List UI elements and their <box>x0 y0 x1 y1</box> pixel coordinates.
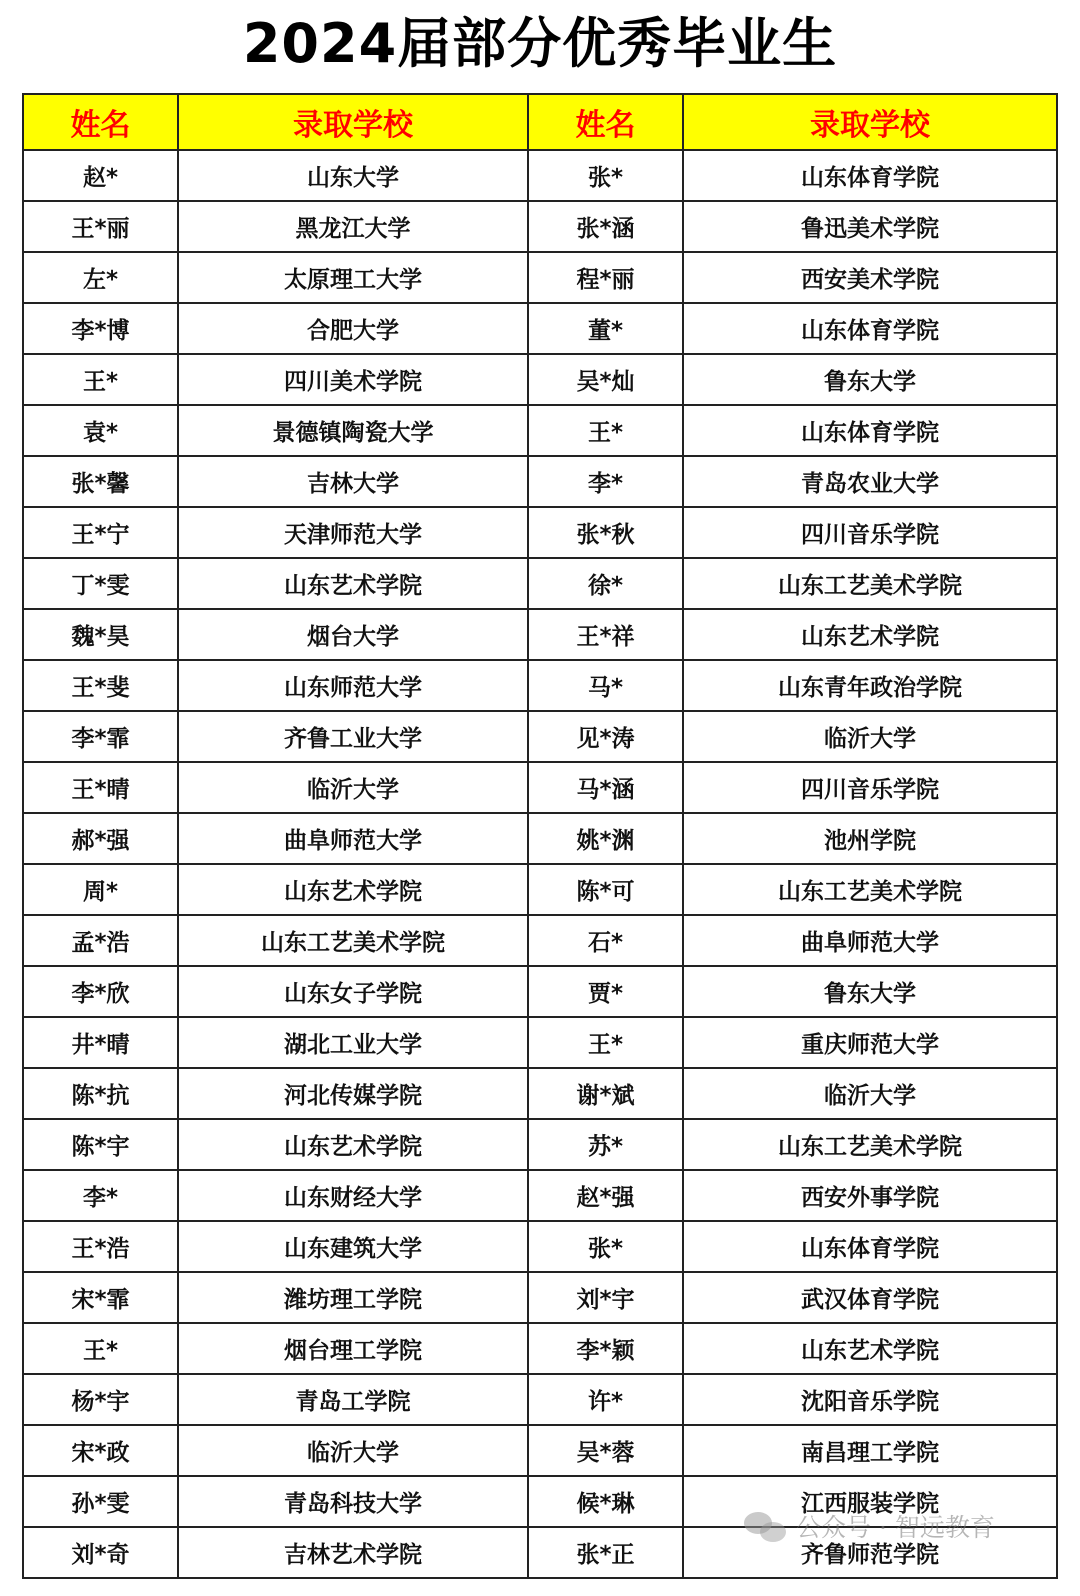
student-name-cell: 姚*渊 <box>528 813 683 864</box>
admitted-school-cell: 齐鲁工业大学 <box>178 711 528 762</box>
student-name-cell: 徐* <box>528 558 683 609</box>
table-row <box>23 915 1057 966</box>
student-name-cell: 杨*宇 <box>23 1374 178 1425</box>
table-body <box>23 150 1057 1578</box>
student-name-cell: 李*欣 <box>23 966 178 1017</box>
student-name-cell: 吴*灿 <box>528 354 683 405</box>
header-school-2: 录取学校 <box>683 94 1057 150</box>
table-row <box>23 1374 1057 1425</box>
student-name-cell: 董* <box>528 303 683 354</box>
student-name-cell: 王* <box>528 405 683 456</box>
admitted-school-cell: 山东艺术学院 <box>683 1323 1057 1374</box>
student-name-cell: 李*博 <box>23 303 178 354</box>
admitted-school-cell: 四川音乐学院 <box>683 762 1057 813</box>
student-name-cell: 见*涛 <box>528 711 683 762</box>
admitted-school-cell: 山东财经大学 <box>178 1170 528 1221</box>
admitted-school-cell: 湖北工业大学 <box>178 1017 528 1068</box>
table-row <box>23 354 1057 405</box>
admitted-school-cell: 临沂大学 <box>178 762 528 813</box>
table-row <box>23 966 1057 1017</box>
student-name-cell: 王*浩 <box>23 1221 178 1272</box>
admitted-school-cell: 山东工艺美术学院 <box>178 915 528 966</box>
student-name-cell: 候*琳 <box>528 1476 683 1527</box>
admitted-school-cell: 池州学院 <box>683 813 1057 864</box>
student-name-cell: 王*祥 <box>528 609 683 660</box>
student-name-cell: 赵*强 <box>528 1170 683 1221</box>
admitted-school-cell: 西安外事学院 <box>683 1170 1057 1221</box>
student-name-cell: 宋*霏 <box>23 1272 178 1323</box>
student-name-cell: 吴*蓉 <box>528 1425 683 1476</box>
admitted-school-cell: 临沂大学 <box>683 711 1057 762</box>
admitted-school-cell: 山东工艺美术学院 <box>683 864 1057 915</box>
table-row <box>23 813 1057 864</box>
table-row <box>23 1170 1057 1221</box>
admitted-school-cell: 山东艺术学院 <box>683 609 1057 660</box>
admitted-school-cell: 南昌理工学院 <box>683 1425 1057 1476</box>
admitted-school-cell: 曲阜师范大学 <box>683 915 1057 966</box>
table-header-row <box>23 94 1057 150</box>
table-row <box>23 660 1057 711</box>
student-name-cell: 魏*昊 <box>23 609 178 660</box>
table-row <box>23 1425 1057 1476</box>
admitted-school-cell: 青岛科技大学 <box>178 1476 528 1527</box>
table-row <box>23 405 1057 456</box>
student-name-cell: 刘*宇 <box>528 1272 683 1323</box>
graduates-table <box>22 93 1058 1579</box>
student-name-cell: 李* <box>23 1170 178 1221</box>
admitted-school-cell: 烟台理工学院 <box>178 1323 528 1374</box>
table-row <box>23 1017 1057 1068</box>
student-name-cell: 张*涵 <box>528 201 683 252</box>
admitted-school-cell: 吉林大学 <box>178 456 528 507</box>
student-name-cell: 张*馨 <box>23 456 178 507</box>
admitted-school-cell: 景德镇陶瓷大学 <box>178 405 528 456</box>
admitted-school-cell: 西安美术学院 <box>683 252 1057 303</box>
student-name-cell: 陈*抗 <box>23 1068 178 1119</box>
student-name-cell: 张*正 <box>528 1527 683 1578</box>
admitted-school-cell: 青岛农业大学 <box>683 456 1057 507</box>
student-name-cell: 宋*政 <box>23 1425 178 1476</box>
admitted-school-cell: 山东艺术学院 <box>178 1119 528 1170</box>
admitted-school-cell: 山东青年政治学院 <box>683 660 1057 711</box>
table-row <box>23 456 1057 507</box>
student-name-cell: 张* <box>528 150 683 201</box>
admitted-school-cell: 烟台大学 <box>178 609 528 660</box>
student-name-cell: 陈*可 <box>528 864 683 915</box>
table-row <box>23 303 1057 354</box>
student-name-cell: 孟*浩 <box>23 915 178 966</box>
table-row <box>23 507 1057 558</box>
student-name-cell: 李*霏 <box>23 711 178 762</box>
student-name-cell: 张*秋 <box>528 507 683 558</box>
admitted-school-cell: 四川音乐学院 <box>683 507 1057 558</box>
student-name-cell: 李*颖 <box>528 1323 683 1374</box>
admitted-school-cell: 四川美术学院 <box>178 354 528 405</box>
table-row <box>23 1476 1057 1527</box>
header-school-1: 录取学校 <box>178 94 528 150</box>
table-row <box>23 1221 1057 1272</box>
admitted-school-cell: 天津师范大学 <box>178 507 528 558</box>
admitted-school-cell: 齐鲁师范学院 <box>683 1527 1057 1578</box>
table-row <box>23 1119 1057 1170</box>
student-name-cell: 王*宁 <box>23 507 178 558</box>
admitted-school-cell: 山东体育学院 <box>683 405 1057 456</box>
table-row <box>23 150 1057 201</box>
admitted-school-cell: 太原理工大学 <box>178 252 528 303</box>
admitted-school-cell: 曲阜师范大学 <box>178 813 528 864</box>
student-name-cell: 陈*宇 <box>23 1119 178 1170</box>
student-name-cell: 王* <box>528 1017 683 1068</box>
student-name-cell: 马*涵 <box>528 762 683 813</box>
admitted-school-cell: 鲁东大学 <box>683 354 1057 405</box>
admitted-school-cell: 山东体育学院 <box>683 303 1057 354</box>
student-name-cell: 王* <box>23 354 178 405</box>
table-row <box>23 1272 1057 1323</box>
student-name-cell: 王*丽 <box>23 201 178 252</box>
student-name-cell: 王*斐 <box>23 660 178 711</box>
table-row <box>23 711 1057 762</box>
student-name-cell: 马* <box>528 660 683 711</box>
student-name-cell: 李* <box>528 456 683 507</box>
admitted-school-cell: 山东工艺美术学院 <box>683 558 1057 609</box>
admitted-school-cell: 黑龙江大学 <box>178 201 528 252</box>
admitted-school-cell: 鲁东大学 <box>683 966 1057 1017</box>
admitted-school-cell: 山东艺术学院 <box>178 558 528 609</box>
admitted-school-cell: 临沂大学 <box>683 1068 1057 1119</box>
student-name-cell: 王*晴 <box>23 762 178 813</box>
admitted-school-cell: 鲁迅美术学院 <box>683 201 1057 252</box>
table-row <box>23 864 1057 915</box>
student-name-cell: 石* <box>528 915 683 966</box>
admitted-school-cell: 合肥大学 <box>178 303 528 354</box>
table-row <box>23 252 1057 303</box>
admitted-school-cell: 山东工艺美术学院 <box>683 1119 1057 1170</box>
admitted-school-cell: 山东大学 <box>178 150 528 201</box>
table-row <box>23 609 1057 660</box>
table-row <box>23 1527 1057 1578</box>
student-name-cell: 谢*斌 <box>528 1068 683 1119</box>
admitted-school-cell: 山东师范大学 <box>178 660 528 711</box>
student-name-cell: 贾* <box>528 966 683 1017</box>
table-row <box>23 762 1057 813</box>
table-row <box>23 558 1057 609</box>
admitted-school-cell: 重庆师范大学 <box>683 1017 1057 1068</box>
admitted-school-cell: 江西服装学院 <box>683 1476 1057 1527</box>
student-name-cell: 周* <box>23 864 178 915</box>
admitted-school-cell: 潍坊理工学院 <box>178 1272 528 1323</box>
student-name-cell: 孙*雯 <box>23 1476 178 1527</box>
student-name-cell: 刘*奇 <box>23 1527 178 1578</box>
admitted-school-cell: 沈阳音乐学院 <box>683 1374 1057 1425</box>
student-name-cell: 程*丽 <box>528 252 683 303</box>
admitted-school-cell: 河北传媒学院 <box>178 1068 528 1119</box>
table-row <box>23 201 1057 252</box>
student-name-cell: 许* <box>528 1374 683 1425</box>
admitted-school-cell: 山东建筑大学 <box>178 1221 528 1272</box>
watermark-text: 公众号 · 智远教育 <box>796 1513 995 1542</box>
table-row <box>23 1068 1057 1119</box>
admitted-school-cell: 山东女子学院 <box>178 966 528 1017</box>
student-name-cell: 张* <box>528 1221 683 1272</box>
student-name-cell: 苏* <box>528 1119 683 1170</box>
student-name-cell: 赵* <box>23 150 178 201</box>
admitted-school-cell: 吉林艺术学院 <box>178 1527 528 1578</box>
student-name-cell: 郝*强 <box>23 813 178 864</box>
student-name-cell: 左* <box>23 252 178 303</box>
header-name-1: 姓名 <box>23 94 178 150</box>
student-name-cell: 丁*雯 <box>23 558 178 609</box>
table-row <box>23 1323 1057 1374</box>
admitted-school-cell: 武汉体育学院 <box>683 1272 1057 1323</box>
admitted-school-cell: 山东体育学院 <box>683 1221 1057 1272</box>
admitted-school-cell: 临沂大学 <box>178 1425 528 1476</box>
student-name-cell: 袁* <box>23 405 178 456</box>
admitted-school-cell: 山东体育学院 <box>683 150 1057 201</box>
student-name-cell: 井*晴 <box>23 1017 178 1068</box>
student-name-cell: 王* <box>23 1323 178 1374</box>
page-title: 2024届部分优秀毕业生 <box>242 12 838 75</box>
admitted-school-cell: 青岛工学院 <box>178 1374 528 1425</box>
header-name-2: 姓名 <box>528 94 683 150</box>
admitted-school-cell: 山东艺术学院 <box>178 864 528 915</box>
